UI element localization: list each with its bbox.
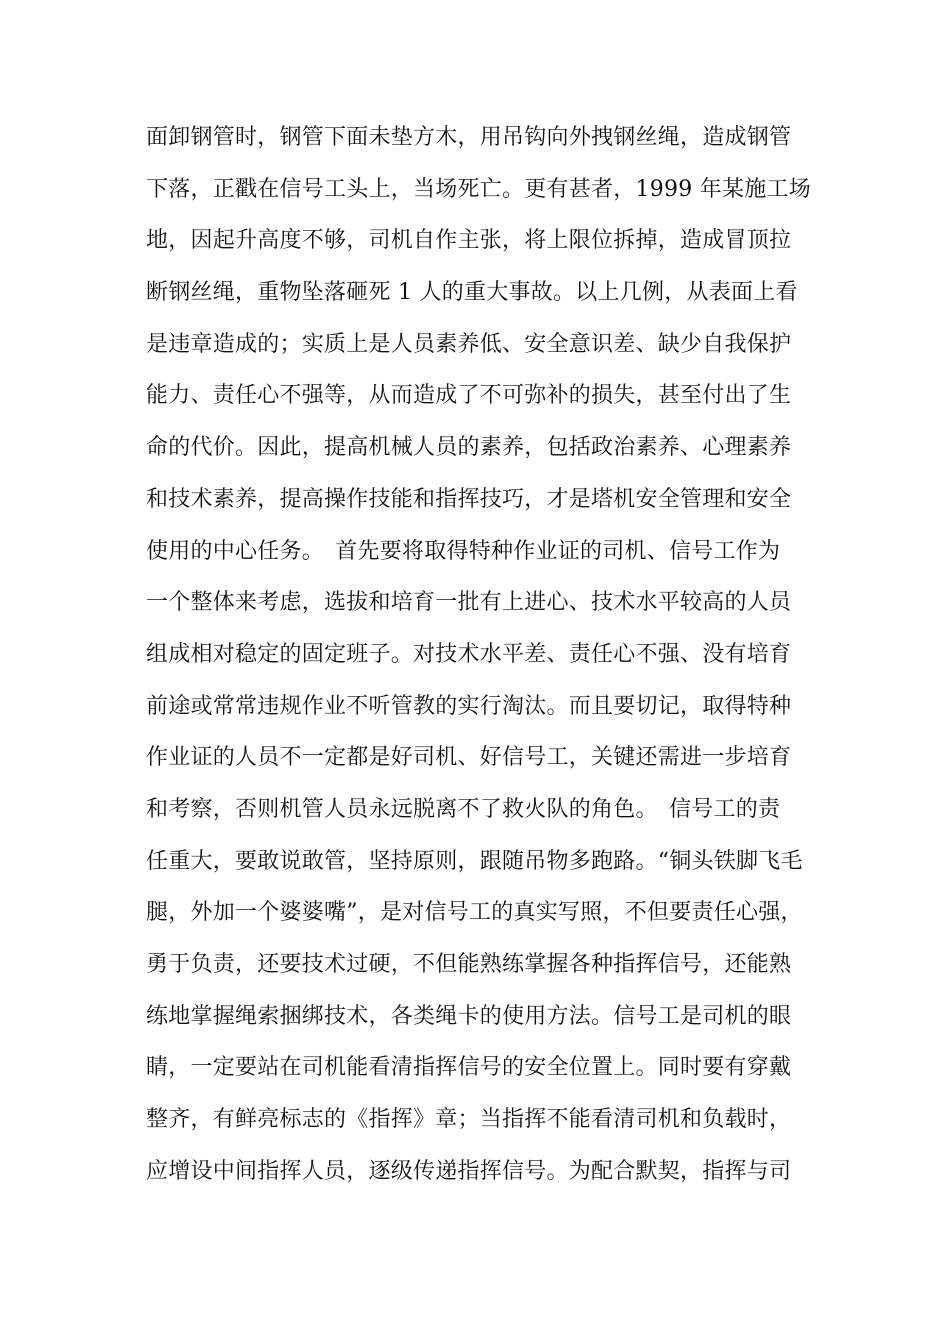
body-text [146, 112, 811, 1197]
text-line: 使用的中心任务。 首先要将取得特种作业证的司机、信号工作为 [146, 538, 781, 564]
text-line: 是违章造成的；实质上是人员素养低、安全意识差、缺少自我保护 [146, 331, 792, 357]
text-line: 前途或常常违规作业不听管教的实行淘汰。而且要切记，取得特种 [146, 693, 792, 719]
text-line: 腿，外加一个婆婆嘴”，是对信号工的真实写照，不但要责任心强， [146, 900, 803, 926]
text-line: 下落，正戳在信号工头上，当场死亡。更有甚者，1999 年某施工场 [146, 176, 811, 202]
text-line: 断钢丝绳，重物坠落砸死 1 人的重大事故。以上几例，从表面上看 [146, 280, 798, 306]
text-line: 整齐，有鲜亮标志的《指挥》章；当指挥不能看清司机和负载时， [146, 1107, 792, 1133]
text-line: 命的代价。因此，提高机械人员的素养，包括政治素养、心理素养 [146, 435, 792, 461]
text-line: 组成相对稳定的固定班子。对技术水平差、责任心不强、没有培育 [146, 641, 792, 667]
text-line: 任重大，要敢说敢管，坚持原则，跟随吊物多跑路。“铜头铁脚飞毛 [146, 848, 803, 874]
text-line: 应增设中间指挥人员，逐级传递指挥信号。为配合默契，指挥与司 [146, 1158, 792, 1184]
text-line: 和技术素养，提高操作技能和指挥技巧，才是塔机安全管理和安全 [146, 486, 792, 512]
text-line: 练地掌握绳索捆绑技术，各类绳卡的使用方法。信号工是司机的眼 [146, 1003, 792, 1029]
text-line: 和考察，否则机管人员永远脱离不了救火队的角色。 信号工的责 [146, 796, 781, 822]
text-line: 勇于负责，还要技术过硬，不但能熟练掌握各种指挥信号，还能熟 [146, 952, 792, 977]
text-line: 睛，一定要站在司机能看清指挥信号的安全位置上。同时要有穿戴 [146, 1055, 792, 1081]
text-line: 一个整体来考虑，选拔和培育一批有上进心、技术水平较高的人员 [146, 590, 792, 616]
text-line: 面卸钢管时，钢管下面未垫方木，用吊钩向外拽钢丝绳，造成钢管 [146, 125, 792, 150]
text-line: 能力、责任心不强等，从而造成了不可弥补的损失，甚至付出了生 [146, 383, 792, 409]
text-line: 地，因起升高度不够，司机自作主张，将上限位拆掉，造成冒顶拉 [146, 228, 792, 254]
text-line: 作业证的人员不一定都是好司机、好信号工，关键还需进一步培育 [146, 745, 792, 771]
